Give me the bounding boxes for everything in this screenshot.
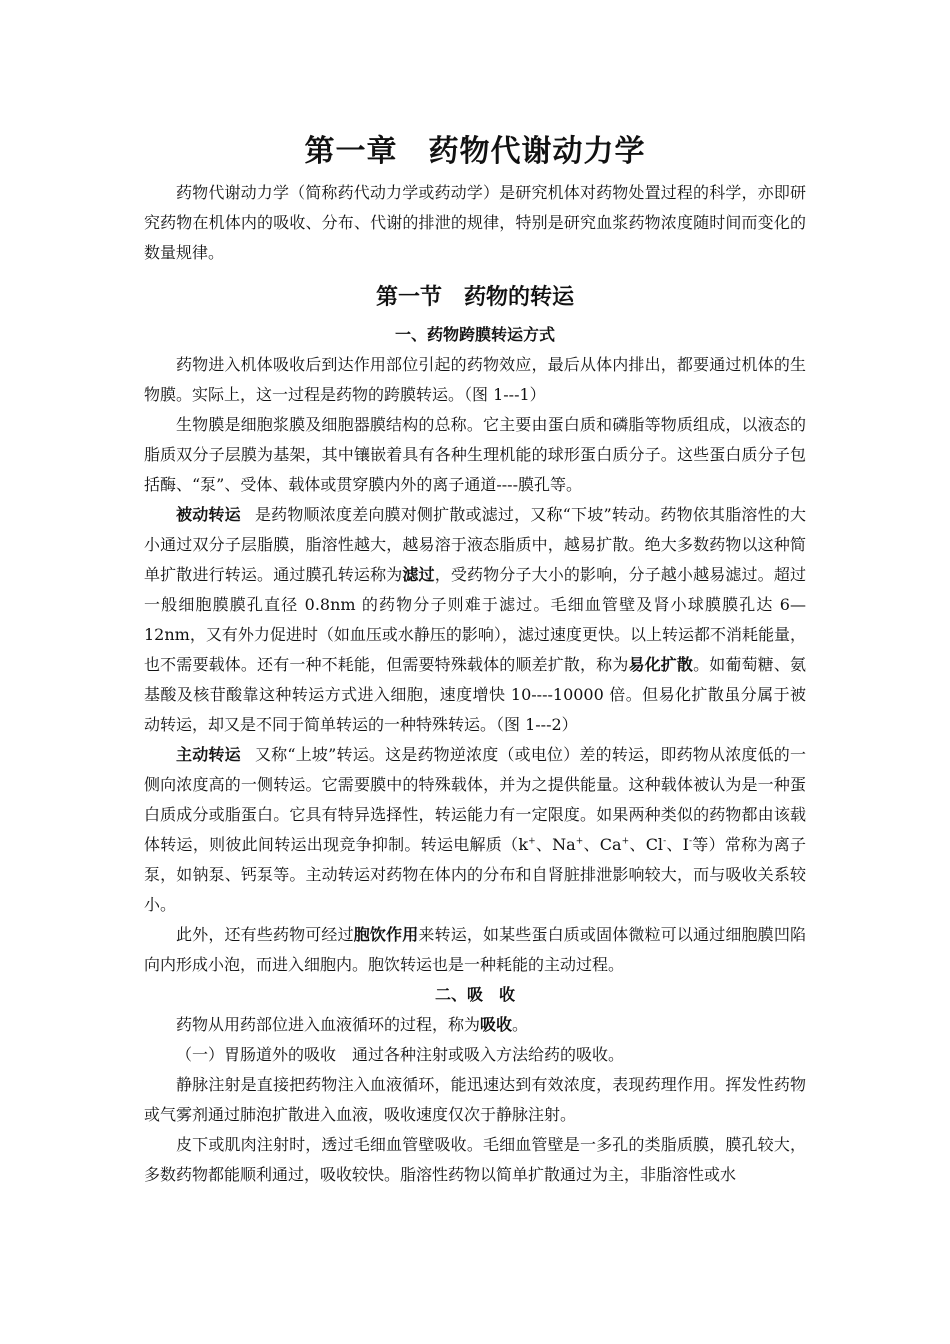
paragraph-membrane-intro: 药物进入机体吸收后到达作用部位引起的药物效应，最后从体内排出，都要通过机体的生物膜。实际上，这一过程是药物的跨膜转运。（图 1---1） <box>144 355 806 404</box>
term-active-transport: 主动转运 <box>176 745 241 764</box>
paragraph-parenteral-absorption: （一）胃肠道外的吸收 通过各种注射或吸入方法给药的吸收。 <box>176 1045 625 1064</box>
term-filtration: 滤过 <box>402 565 435 584</box>
term-facilitated-diffusion: 易化扩散 <box>628 655 694 674</box>
paragraph-absorption-definition: 药物从用药部位进入血液循环的过程，称为吸收。 <box>176 1015 529 1034</box>
term-absorption: 吸收 <box>480 1015 513 1034</box>
intro-paragraph: 药物代谢动力学（简称药代动力学或药动学）是研究机体对药物处置过程的科学，亦即研究药物在机体内的吸收、分布、代谢的排泄的规律，特别是研究血浆药物浓度随时间而变化的数量规律。 <box>144 183 806 262</box>
paragraph-subcutaneous: 皮下或肌肉注射时，透过毛细血管壁吸收。毛细血管壁是一多孔的类脂质膜，膜孔较大，多数药物都能顺利通过，吸收较快。脂溶性药物以简单扩散通过为主，非脂溶性或水 <box>144 1135 806 1184</box>
chapter-title: 第一章 药物代谢动力学 <box>304 134 646 169</box>
subsection-title-membrane-transport: 一、药物跨膜转运方式 <box>394 325 555 344</box>
document-page <box>144 128 806 1190</box>
subsection-title-absorption: 二、吸 收 <box>434 985 515 1004</box>
paragraph-biomembrane: 生物膜是细胞浆膜及细胞器膜结构的总称。它主要由蛋白质和磷脂等物质组成，以液态的脂质双分子层膜为基架，其中镶嵌着具有各种生理机能的球形蛋白质分子。这些蛋白质分子包括酶、“泵”、受体、载体或贯穿膜内外的离子通道----膜孔等。 <box>144 415 806 494</box>
paragraph-passive-transport: 被动转运 是药物顺浓度差向膜对侧扩散或滤过，又称“下坡”转动。药物依其脂溶性的大小通过双分子层脂膜，脂溶性越大，越易溶于液态脂质中，越易扩散。绝大多数药物以这种简单扩散进行转运。通过膜孔转运称为滤过，受药物分子大小的影响，分子越小越易滤过。超过一般细胞膜膜孔直径 0.8nm 的药物分子则难于滤过。毛细血管壁及肾小球膜膜孔达 6—12nm，又有外力促进时（如血压或水静压的影响），滤过速度更快。以上转运都不消耗能量，也不需要载体。还有一种不耗能，但需要特殊载体的顺差扩散，称为易化扩散。如葡萄糖、氨基酸及核苷酸靠这种转运方式进入细胞，速度增快 10----10000 倍。但易化扩散虽分属于被动转运，却又是不同于简单转运的一种特殊转运。（图 1---2） <box>144 505 806 734</box>
term-passive-transport: 被动转运 <box>176 505 241 524</box>
paragraph-intravenous: 静脉注射是直接把药物注入血液循环，能迅速达到有效浓度，表现药理作用。挥发性药物或气雾剂通过肺泡扩散进入血液，吸收速度仅次于静脉注射。 <box>144 1075 806 1124</box>
term-pinocytosis: 胞饮作用 <box>353 925 419 944</box>
section-title: 第一节 药物的转运 <box>375 284 574 310</box>
paragraph-pinocytosis: 此外，还有些药物可经过胞饮作用来转运，如某些蛋白质或固体微粒可以通过细胞膜凹陷向内形成小泡，而进入细胞内。胞饮转运也是一种耗能的主动过程。 <box>144 925 806 974</box>
paragraph-active-transport: 主动转运 又称“上坡”转运。这是药物逆浓度（或电位）差的转运，即药物从浓度低的一侧向浓度高的一侧转运。它需要膜中的特殊载体，并为之提供能量。这种载体被认为是一种蛋白质成分或脂蛋白。它具有特异选择性，转运能力有一定限度。如果两种类似的药物都由该载体转运，则彼此间转运出现竞争抑制。转运电解质（k+、Na+、Ca+、Cl-、I-等）常称为离子泵，如钠泵、钙泵等。主动转运对药物在体内的分布和自肾脏排泄影响较大，而与吸收关系较小。 <box>144 745 806 914</box>
